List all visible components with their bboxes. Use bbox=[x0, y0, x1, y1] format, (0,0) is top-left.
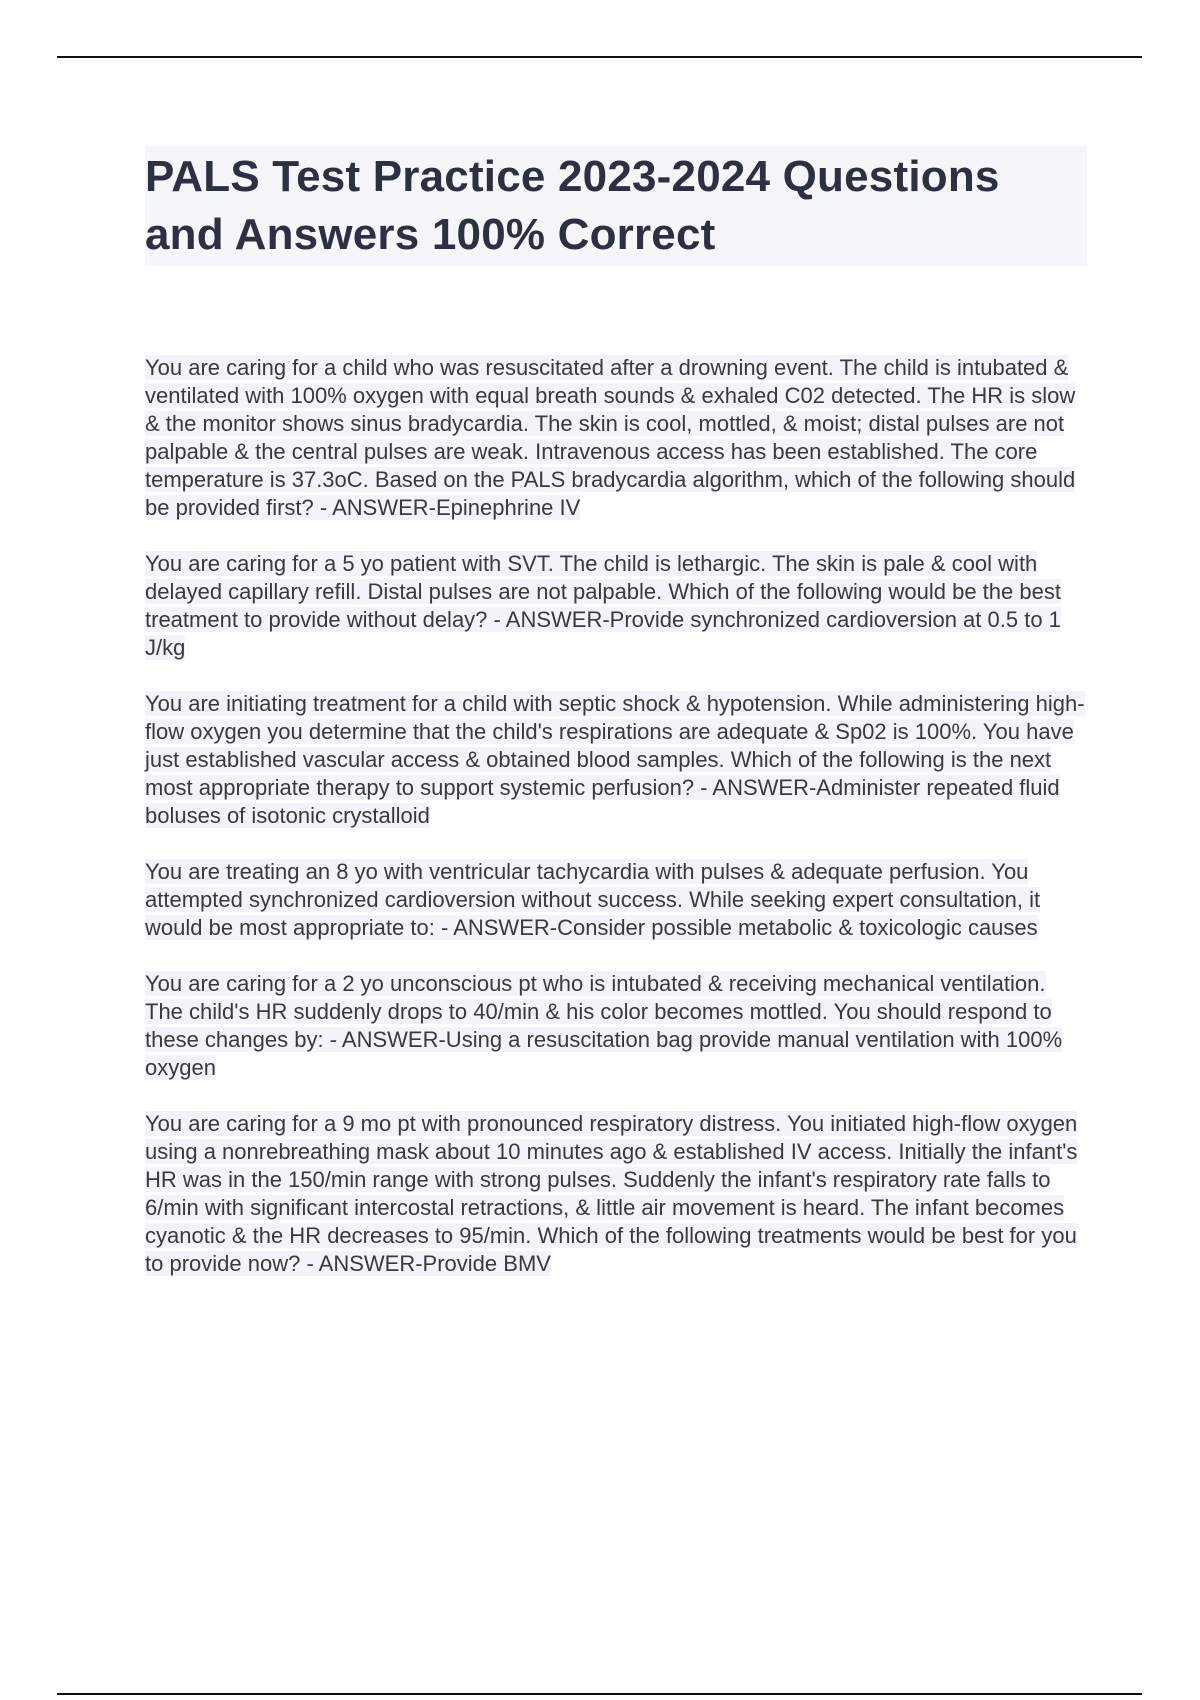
qa-answer: ANSWER-Using a resuscitation bag provide manual ventilation with 100% oxygen bbox=[145, 1027, 1063, 1080]
document-body bbox=[145, 146, 1087, 1306]
title-block bbox=[145, 146, 1087, 266]
qa-item bbox=[145, 1110, 1087, 1278]
qa-question: You are caring for a 9 mo pt with pronounced respiratory distress. You initiated high-flow oxygen using a nonrebreathing mask about 10 minutes ago & established IV access. Initially the infant's HR was in the 150/min range with strong pulses. Suddenly the infant's respiratory rate falls to 6/min with significant intercostal retractions, & little air movement is heard. The infant becomes cyanotic & the HR decreases to 95/min. Which of the following treatments would be best for you to provide now? bbox=[145, 1111, 1078, 1276]
qa-separator: - bbox=[323, 1027, 342, 1052]
qa-item bbox=[145, 858, 1087, 942]
qa-question: You are caring for a 2 yo unconscious pt who is intubated & receiving mechanical ventilation. The child's HR suddenly drops to 40/min & his color becomes mottled. You should respond to these changes by: bbox=[145, 971, 1052, 1052]
qa-question: You are initiating treatment for a child with septic shock & hypotension. While administering high-flow oxygen you determine that the child's respirations are adequate & Sp02 is 100%. You have just established vascular access & obtained blood samples. Which of the following is the next most appropriate therapy to support systemic perfusion? bbox=[145, 691, 1085, 800]
bottom-rule bbox=[57, 1693, 1142, 1695]
qa-separator: - bbox=[694, 775, 713, 800]
qa-item bbox=[145, 354, 1087, 522]
qa-question: You are treating an 8 yo with ventricular tachycardia with pulses & adequate perfusion. You attempted synchronized cardioversion without success. While seeking expert consultation, it would be most appropriate to: bbox=[145, 859, 1041, 940]
qa-item bbox=[145, 970, 1087, 1082]
qa-item bbox=[145, 550, 1087, 662]
qa-question: You are caring for a child who was resuscitated after a drowning event. The child is intubated & ventilated with 100% oxygen with equal breath sounds & exhaled C02 detected. The HR is slow & the monitor shows sinus bradycardia. The skin is cool, mottled, & moist; distal pulses are not palpable & the central pulses are weak. Intravenous access has been established. The core temperature is 37.3oC. Based on the PALS bradycardia algorithm, which of the following should be provided first? bbox=[145, 355, 1076, 520]
qa-question: You are caring for a 5 yo patient with SVT. The child is lethargic. The skin is pale & cool with delayed capillary refill. Distal pulses are not palpable. Which of the following would be the best treatment to provide without delay? bbox=[145, 551, 1061, 632]
qa-list bbox=[145, 354, 1087, 1278]
qa-separator: - bbox=[487, 607, 506, 632]
page-title: PALS Test Practice 2023-2024 Questions and Answers 100% Correct bbox=[145, 152, 1000, 259]
qa-separator: - bbox=[434, 915, 454, 940]
qa-answer: ANSWER-Provide BMV bbox=[318, 1251, 551, 1276]
qa-answer: ANSWER-Consider possible metabolic & toxicologic causes bbox=[453, 915, 1038, 940]
qa-answer: ANSWER-Epinephrine IV bbox=[332, 495, 581, 520]
qa-separator: - bbox=[300, 1251, 319, 1276]
qa-answer: ANSWER-Provide synchronized cardioversion at 0.5 to 1 J/kg bbox=[145, 607, 1061, 660]
top-rule bbox=[57, 56, 1142, 58]
qa-separator: - bbox=[313, 495, 333, 520]
qa-answer: ANSWER-Administer repeated fluid boluses of isotonic crystalloid bbox=[145, 775, 1060, 828]
qa-item bbox=[145, 690, 1087, 830]
